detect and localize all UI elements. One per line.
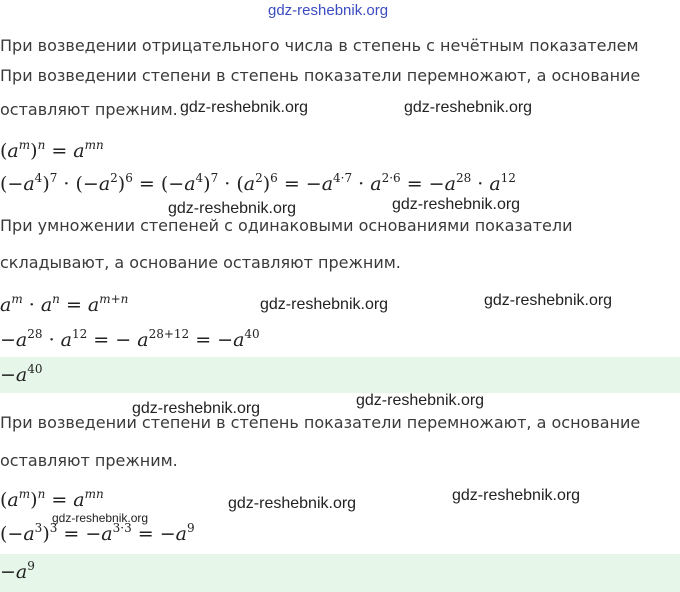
rule-power-line-1: При возведении степени в степень показатели перемножают, а основание (0, 66, 641, 85)
watermark: gdz-reshebnik.org (452, 487, 581, 504)
watermark: gdz-reshebnik.org (260, 296, 389, 313)
computation-step-1: $(-a^4)^7 \cdot (-a^2)^6 = (-a^4)^7 \cdot (a^2)^6 = -a^{4\cdot 7} \cdot a^{2\cdot 6} = -a^{28} \cdot a^{12}$ (0, 171, 516, 195)
watermark: gdz-reshebnik.org (404, 99, 533, 116)
intro-line: При возведении отрицательного числа в степень с нечётным показателем (0, 36, 639, 55)
watermark: gdz-reshebnik.org (168, 200, 297, 217)
rule-power-2-line-2: оставляют прежним. (0, 451, 178, 470)
formula-power-of-power-2: $(a^m)^n = a^{mn}$ (0, 487, 104, 511)
computation-step-2: $-a^{28} \cdot a^{12}$ = − $a^{28+12} = -a^{40}$ (0, 327, 260, 351)
rule-power-2-line-1: При возведении степени в степень показатели перемножают, а основание (0, 413, 641, 432)
rule-mult-line-2: складывают, а основание оставляют прежним. (0, 253, 401, 272)
answer-highlight-2 (0, 554, 680, 592)
formula-product-of-powers: $a^m \cdot a^n = a^{m+n}$ (0, 292, 129, 316)
watermark: gdz-reshebnik.org (180, 99, 309, 116)
rule-mult-line-1: При умножении степеней с одинаковыми основаниями показатели (0, 216, 573, 235)
watermark-small: gdz-reshebnik.org (52, 511, 149, 525)
rule-power-line-2: оставляют прежним. (0, 100, 178, 119)
watermark-top: gdz-reshebnik.org (268, 2, 389, 19)
watermark: gdz-reshebnik.org (228, 495, 357, 512)
answer-highlight-1 (0, 357, 680, 393)
watermark: gdz-reshebnik.org (356, 392, 485, 409)
answer-2: $-a^9$ (0, 559, 35, 583)
watermark: gdz-reshebnik.org (132, 400, 261, 417)
watermark: gdz-reshebnik.org (484, 292, 613, 309)
answer-1: $-a^{40}$ (0, 362, 43, 386)
computation-step-3: $(-a^3)^3 = -a^{3\cdot 3} = -a^9$ (0, 521, 195, 545)
watermark: gdz-reshebnik.org (392, 196, 521, 213)
formula-power-of-power: $(a^m)^n = a^{mn}$ (0, 138, 104, 162)
